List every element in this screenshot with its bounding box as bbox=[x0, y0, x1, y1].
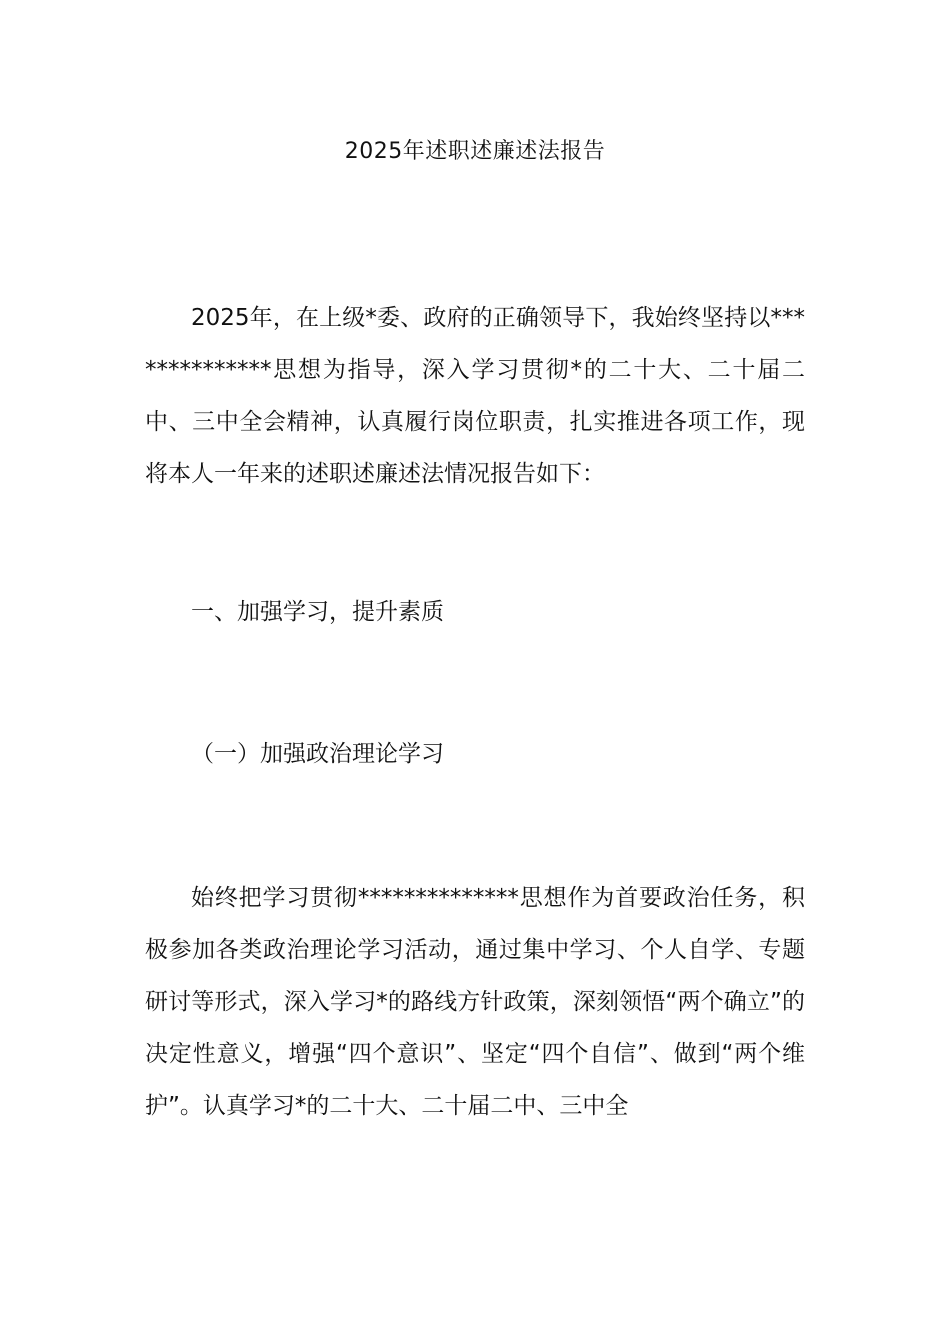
section-heading: 一、加强学习，提升素质 bbox=[191, 599, 444, 625]
body-paragraph: 始终把学习贯彻**************思想作为首要政治任务，积极参加各类政治理论学习活动，通过集中学习、个人自学、专题研讨等形式，深入学习*的路线方针政策，深刻领悟“两个确立”的决定性意义，增强“四个意识”、坚定“四个自信”、做到“两个维护”。认真学习*的二十大、二十届二中、三中全 bbox=[145, 885, 805, 1119]
subsection-heading: （一）加强政治理论学习 bbox=[191, 741, 444, 767]
document-title: 2025年述职述廉述法报告 bbox=[344, 139, 606, 164]
intro-paragraph: 2025年，在上级*委、政府的正确领导下，我始终坚持以**************思想为指导，深入学习贯彻*的二十大、二十届二中、三中全会精神，认真履行岗位职责，扎实推进各项工作，现将本人一年来的述职述廉述法情况报告如下： bbox=[145, 305, 805, 487]
